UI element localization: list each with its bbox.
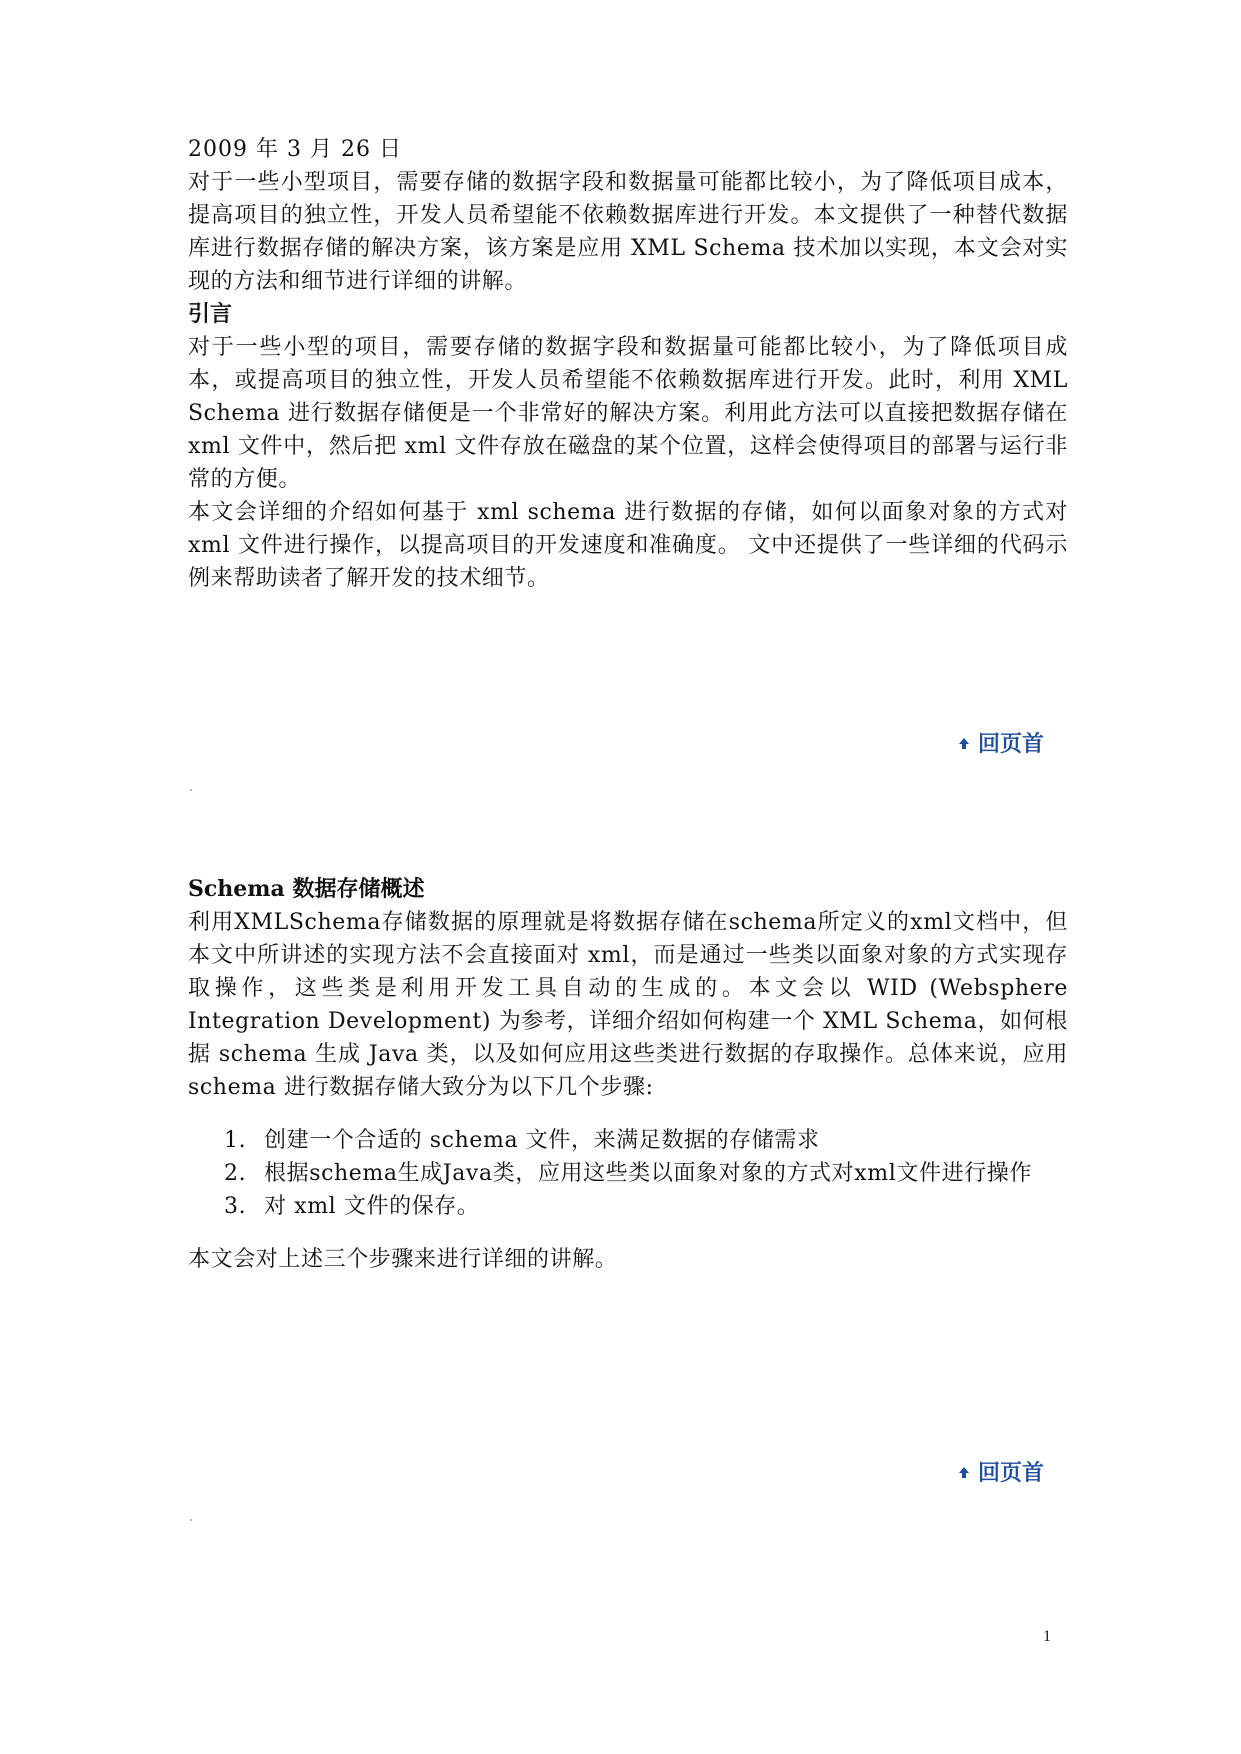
divider-dot xyxy=(190,789,192,791)
list-item-text: 根据schema生成Java类，应用这些类以面象对象的方式对xml文件进行操作 xyxy=(264,1161,1032,1186)
steps-list xyxy=(188,1124,1068,1223)
page-number: 1 xyxy=(1043,1628,1051,1645)
list-item xyxy=(188,1190,1068,1223)
abstract-paragraph: 对于一些小型项目，需要存储的数据字段和数据量可能都比较小，为了降低项目成本，提高项目的独立性，开发人员希望能不依赖数据库进行开发。本文提供了一种替代数据库进行数据存储的解决方案，该方案是应用 XML Schema 技术加以实现，本文会对实现的方法和细节进行详细的讲解。 xyxy=(188,170,1068,294)
list-item-text: 创建一个合适的 schema 文件，来满足数据的存储需求 xyxy=(264,1128,820,1153)
intro-paragraph-1: 对于一些小型的项目，需要存储的数据字段和数据量可能都比较小，为了降低项目成本，或提高项目的独立性，开发人员希望能不依赖数据库进行开发。此时，利用 XML Schema 进行数据存储便是一个非常好的解决方案。利用此方法可以直接把数据存储在 xml 文件中，然后把 xml 文件存放在磁盘的某个位置，这样会使得项目的部署与运行非常的方便。 xyxy=(188,335,1068,492)
overview-section xyxy=(188,873,1068,1276)
divider-dot xyxy=(190,1519,192,1521)
list-item-number: 3. xyxy=(224,1194,247,1219)
list-item-number: 2. xyxy=(224,1161,247,1186)
up-arrow-icon xyxy=(958,1465,970,1479)
overview-heading: Schema 数据存储概述 xyxy=(188,876,425,902)
back-to-top-link[interactable] xyxy=(958,1456,1044,1487)
back-to-top-label: 回页首 xyxy=(978,732,1045,757)
overview-paragraph-2: 本文会对上述三个步骤来进行详细的讲解。 xyxy=(188,1247,618,1272)
intro-paragraph-2: 本文会详细的介绍如何基于 xml schema 进行数据的存储，如何以面象对象的方式对 xml 文件进行操作，以提高项目的开发速度和准确度。 文中还提供了一些详细的代码示例来帮助读者了解开发的技术细节。 xyxy=(188,500,1068,591)
list-item-number: 1. xyxy=(224,1128,247,1153)
back-to-top-link[interactable] xyxy=(958,727,1044,758)
intro-heading: 引言 xyxy=(188,301,233,327)
list-item xyxy=(188,1157,1068,1190)
publish-date: 2009 年 3 月 26 日 xyxy=(188,137,402,162)
abstract-section xyxy=(188,133,1068,595)
list-item xyxy=(188,1124,1068,1157)
up-arrow-icon xyxy=(958,736,970,750)
list-item-text: 对 xml 文件的保存。 xyxy=(264,1194,480,1219)
overview-paragraph-1: 利用XMLSchema存储数据的原理就是将数据存储在schema所定义的xml文档中，但本文中所讲述的实现方法不会直接面对 xml，而是通过一些类以面象对象的方式实现存取操作，这些类是利用开发工具自动的生成的。本文会以 WID (Websphere Integration Development) 为参考，详细介绍如何构建一个 XML Schema，如何根据 schema 生成 Java 类，以及如何应用这些类进行数据的存取操作。总体来说，应用 schema 进行数据存储大致分为以下几个步骤: xyxy=(188,910,1068,1100)
back-to-top-label: 回页首 xyxy=(978,1461,1045,1486)
